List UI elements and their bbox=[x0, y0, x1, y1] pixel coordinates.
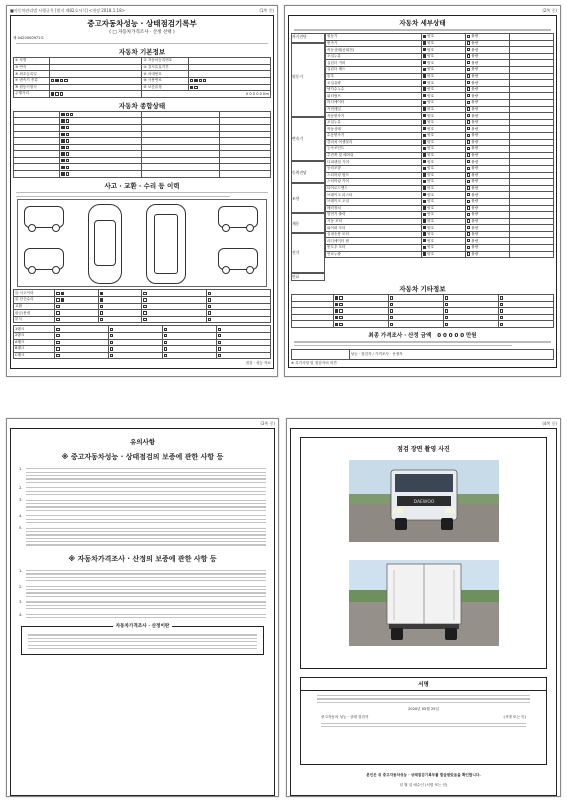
category-label: 조향 bbox=[291, 183, 325, 213]
status-ok-cell: 양호 bbox=[421, 218, 465, 225]
status-ok-cell: 양호 bbox=[421, 165, 465, 172]
remarks-cell bbox=[509, 119, 553, 126]
page-1-frame bbox=[10, 15, 274, 369]
label-gear: ⑦ 변속기 종류 bbox=[14, 77, 50, 84]
detail-item-label: 라디에이터 bbox=[326, 100, 422, 107]
remarks-cell bbox=[509, 218, 553, 225]
document-number: 제 0420000972호 bbox=[13, 36, 44, 40]
detail-item-label: 발전기 출력 bbox=[326, 212, 422, 219]
status-ok-cell: 양호 bbox=[421, 86, 465, 93]
detail-item-label: 브레이크 오일 bbox=[326, 198, 422, 205]
section-other-info: 자동차 기타정보 bbox=[399, 285, 446, 294]
label-motor: ⑨ 원동기형식 bbox=[14, 84, 50, 91]
detail-item-label: 커먼레일 bbox=[326, 106, 422, 113]
detail-row bbox=[326, 218, 554, 225]
detail-item-label: 추진축 및 베어링 bbox=[326, 152, 422, 159]
detail-row bbox=[326, 225, 554, 232]
detail-item-label: 와이퍼 모터 bbox=[326, 225, 422, 232]
detail-row bbox=[326, 212, 554, 219]
photo-section-title: 점검 장면 촬영 사진 bbox=[397, 446, 450, 453]
detail-item-label: 오일누유 bbox=[326, 119, 422, 126]
detail-row bbox=[326, 119, 554, 126]
label-first-reg: ⑤ 최초등록일 bbox=[14, 71, 50, 78]
status-bad-cell: 불량 bbox=[465, 225, 509, 232]
price-value: 0 0 0 0 0 만원 bbox=[437, 333, 477, 340]
detail-item-label: 연료누출 bbox=[326, 251, 422, 258]
detail-item-label: 워터펌프 bbox=[326, 93, 422, 100]
status-bad-cell: 불량 bbox=[465, 73, 509, 80]
status-ok-cell: 양호 bbox=[421, 100, 465, 107]
inspection-photo-box bbox=[300, 437, 547, 669]
signer-role: 중고자동차 성능 · 상태 점검자 bbox=[321, 715, 369, 720]
signature-box bbox=[300, 677, 547, 765]
status-bad-cell: 불량 bbox=[465, 60, 509, 67]
notice-body-price bbox=[19, 568, 266, 621]
detail-item-label: 클러치 어셈블리 bbox=[326, 139, 422, 146]
detail-item-label: 윈도우 모터 bbox=[326, 245, 422, 252]
detail-row bbox=[326, 34, 554, 41]
page-1-performance-record bbox=[6, 5, 278, 377]
label-mileage: 주행거리 bbox=[14, 91, 50, 98]
detail-row bbox=[326, 80, 554, 87]
item-number: 5. bbox=[19, 525, 23, 531]
signer-sign-slot: (서명 또는 인) bbox=[503, 715, 526, 720]
detail-item-label: 블록 bbox=[326, 73, 422, 80]
status-ok-cell: 양호 bbox=[421, 40, 465, 47]
page-4-frame bbox=[290, 428, 557, 796]
detail-row bbox=[326, 238, 554, 245]
signature-date: 2020년 05월 25일 bbox=[408, 706, 439, 711]
status-ok-cell: 양호 bbox=[421, 139, 465, 146]
status-ok-cell: 양호 bbox=[421, 67, 465, 74]
status-bad-cell: 불량 bbox=[465, 231, 509, 238]
detail-row bbox=[326, 132, 554, 139]
category-label: 변속기 bbox=[291, 117, 325, 161]
status-bad-cell: 불량 bbox=[465, 152, 509, 159]
rank-label: A랭크 bbox=[14, 339, 55, 346]
detail-item-label: 수동변속기 bbox=[326, 132, 422, 139]
detail-status-grid bbox=[291, 33, 554, 281]
remarks-cell bbox=[509, 205, 553, 212]
page-3-header-right: (3쪽 중) bbox=[260, 421, 275, 426]
status-ok-cell: 양호 bbox=[421, 245, 465, 252]
rank-label: 1랭크 bbox=[14, 326, 55, 333]
status-ok-cell: 양호 bbox=[421, 192, 465, 199]
status-bad-cell: 불량 bbox=[465, 86, 509, 93]
status-bad-cell: 불량 bbox=[465, 47, 509, 54]
remarks-cell bbox=[509, 245, 553, 252]
accident-row-label: 교환 bbox=[14, 303, 55, 310]
status-ok-cell: 양호 bbox=[421, 212, 465, 219]
accident-table bbox=[13, 289, 271, 323]
status-bad-cell: 불량 bbox=[465, 212, 509, 219]
mileage-unit: Km bbox=[263, 91, 269, 96]
detail-item-label: 실린더 커버 bbox=[326, 60, 422, 67]
remarks-cell bbox=[509, 53, 553, 60]
detail-row bbox=[326, 67, 554, 74]
accident-row-label: ⑫ 단순수리 bbox=[14, 297, 55, 304]
page-4-photos-signature bbox=[286, 418, 561, 797]
detail-item-label: 스티어링 기어 bbox=[326, 179, 422, 186]
status-bad-cell: 불량 bbox=[465, 205, 509, 212]
status-bad-cell: 불량 bbox=[465, 251, 509, 258]
category-label: 자기진단 bbox=[291, 33, 325, 43]
category-label: 제동 bbox=[291, 213, 325, 233]
status-ok-cell: 양호 bbox=[421, 231, 465, 238]
detail-row bbox=[326, 179, 554, 186]
detail-row bbox=[326, 113, 554, 120]
detail-row bbox=[326, 40, 554, 47]
detail-item-label: 시동 모터 bbox=[326, 218, 422, 225]
status-ok-cell: 양호 bbox=[421, 159, 465, 166]
remarks-cell bbox=[509, 139, 553, 146]
signature-table bbox=[291, 349, 554, 360]
accident-row-label: 판금/용접 bbox=[14, 310, 55, 317]
label-vin: ⑥ 차대번호 bbox=[142, 71, 188, 78]
page-2-title: 자동차 세부상태 bbox=[399, 19, 446, 27]
remarks-cell bbox=[509, 60, 553, 67]
status-bad-cell: 불량 bbox=[465, 67, 509, 74]
other-info-table bbox=[291, 294, 554, 328]
section-summary: 자동차 종합상태 bbox=[118, 101, 166, 110]
detail-row bbox=[326, 251, 554, 258]
detail-item-label: 실내송풍 모터 bbox=[326, 231, 422, 238]
detail-item-label: 스티어링 펌프 bbox=[326, 172, 422, 179]
detail-item-label: 동력조향 bbox=[326, 165, 422, 172]
status-ok-cell: 양호 bbox=[421, 225, 465, 232]
detail-row bbox=[326, 185, 554, 192]
rank-table bbox=[13, 325, 271, 359]
detail-row bbox=[326, 47, 554, 54]
item-number: 3. bbox=[19, 599, 23, 605]
remarks-cell bbox=[509, 159, 553, 166]
rank-label: B랭크 bbox=[14, 346, 55, 353]
remarks-cell bbox=[509, 113, 553, 120]
detail-row bbox=[326, 53, 554, 60]
truck-front-photo bbox=[349, 460, 499, 542]
item-number: 1. bbox=[19, 466, 23, 471]
detail-item-label: 실린더 헤드 bbox=[326, 67, 422, 74]
detail-item-label: 변속기 bbox=[326, 40, 422, 47]
page-1-title: 중고자동차성능 · 상태점검기록부 bbox=[87, 19, 197, 28]
remarks-cell bbox=[509, 73, 553, 80]
price-definition-label: 자동차가격조사 · 산정이란 bbox=[113, 623, 173, 629]
section-accident-history: 사고 · 교환 · 수리 등 이력 bbox=[104, 181, 180, 190]
items-column bbox=[325, 33, 554, 281]
detail-row bbox=[326, 159, 554, 166]
status-ok-cell: 양호 bbox=[421, 238, 465, 245]
detail-row bbox=[326, 231, 554, 238]
detail-item-label: 등속조인트 bbox=[326, 146, 422, 153]
detail-item-label: 원동기 bbox=[326, 34, 422, 41]
accident-row-label: ⑪ 사고이력 bbox=[14, 290, 55, 297]
status-ok-cell: 양호 bbox=[421, 185, 465, 192]
detail-item-label: 작동상태(공회전) bbox=[326, 47, 422, 54]
remarks-cell bbox=[509, 126, 553, 133]
remarks-cell bbox=[509, 80, 553, 87]
category-column bbox=[291, 33, 325, 281]
status-bad-cell: 불량 bbox=[465, 238, 509, 245]
status-ok-cell: 양호 bbox=[421, 80, 465, 87]
status-ok-cell: 양호 bbox=[421, 34, 465, 41]
remarks-cell bbox=[509, 238, 553, 245]
status-bad-cell: 불량 bbox=[465, 113, 509, 120]
remarks-cell bbox=[509, 100, 553, 107]
remarks-cell bbox=[509, 132, 553, 139]
status-ok-cell: 양호 bbox=[421, 73, 465, 80]
status-ok-cell: 양호 bbox=[421, 172, 465, 179]
status-ok-cell: 양호 bbox=[421, 146, 465, 153]
footer-note: ※ 특기사항 및 점검자의 의견 bbox=[291, 360, 337, 365]
status-bad-cell: 불량 bbox=[465, 245, 509, 252]
detail-row bbox=[326, 152, 554, 159]
remarks-cell bbox=[509, 225, 553, 232]
detail-item-label: 자동변속기 bbox=[326, 113, 422, 120]
status-ok-cell: 양호 bbox=[421, 113, 465, 120]
remarks-cell bbox=[509, 40, 553, 47]
status-bad-cell: 불량 bbox=[465, 172, 509, 179]
detail-row bbox=[326, 192, 554, 199]
buyer-signature-line: 년 월 일 매수인 (서명 또는 인) bbox=[399, 783, 448, 788]
status-ok-cell: 양호 bbox=[421, 60, 465, 67]
detail-item-label: 브레이크 마스터 bbox=[326, 192, 422, 199]
remarks-cell bbox=[509, 212, 553, 219]
status-bad-cell: 불량 bbox=[465, 192, 509, 199]
status-bad-cell: 불량 bbox=[465, 139, 509, 146]
label-reg-no: ② 자동차등록번호 bbox=[142, 58, 188, 65]
remarks-cell bbox=[509, 165, 553, 172]
label-car-name: ① 차명 bbox=[14, 58, 50, 65]
remarks-cell bbox=[509, 86, 553, 93]
status-bad-cell: 불량 bbox=[465, 159, 509, 166]
detail-row bbox=[326, 93, 554, 100]
remarks-cell bbox=[509, 198, 553, 205]
signer-label: 성능 · 점검자 / 가격조사 · 산정자 bbox=[349, 349, 553, 359]
remarks-cell bbox=[509, 185, 553, 192]
status-ok-cell: 양호 bbox=[421, 132, 465, 139]
category-label: 원동기 bbox=[291, 43, 325, 117]
label-warranty: ⑩ 보증유형 bbox=[142, 84, 188, 91]
status-ok-cell: 양호 bbox=[421, 53, 465, 60]
notice-body-performance bbox=[19, 466, 266, 548]
status-ok-cell: 양호 bbox=[421, 106, 465, 113]
page-2-frame bbox=[288, 15, 557, 368]
status-bad-cell: 불량 bbox=[465, 126, 509, 133]
category-label: 연료 bbox=[291, 273, 325, 281]
status-bad-cell: 불량 bbox=[465, 146, 509, 153]
truck-rear-photo bbox=[349, 560, 499, 646]
remarks-cell bbox=[509, 192, 553, 199]
page-4-header-right: (4쪽 중) bbox=[542, 421, 557, 426]
detail-row bbox=[326, 139, 554, 146]
page-3-notice bbox=[6, 418, 279, 797]
car-exterior-diagram bbox=[17, 199, 267, 287]
remarks-cell bbox=[509, 106, 553, 113]
page-1-header-left: ■자동차관리법 시행규칙 [별지 제82호서식] <개정 2018.1.18> bbox=[10, 8, 125, 13]
price-section-title: 최종 가격조사 · 산정 금액 bbox=[368, 333, 432, 340]
detail-item-label: 타이로드엔드 bbox=[326, 185, 422, 192]
detail-item-label: 냉각수누수 bbox=[326, 86, 422, 93]
detail-item-label: 오일누유 bbox=[326, 53, 422, 60]
status-bad-cell: 불량 bbox=[465, 119, 509, 126]
item-number: 4. bbox=[19, 513, 23, 519]
detail-row bbox=[326, 146, 554, 153]
status-ok-cell: 양호 bbox=[421, 152, 465, 159]
section-basic-info: 자동차 기본정보 bbox=[118, 48, 166, 57]
detail-row bbox=[326, 86, 554, 93]
status-bad-cell: 불량 bbox=[465, 106, 509, 113]
page-1-subtitle: ( □ 자동차가격조사 · 산정 선택 ) bbox=[109, 30, 175, 35]
remarks-cell bbox=[509, 231, 553, 238]
remarks-cell bbox=[509, 47, 553, 54]
status-bad-cell: 불량 bbox=[465, 198, 509, 205]
detail-item-label: 디퍼렌셜 기어 bbox=[326, 159, 422, 166]
status-bad-cell: 불량 bbox=[465, 100, 509, 107]
status-ok-cell: 양호 bbox=[421, 179, 465, 186]
status-bad-cell: 불량 bbox=[465, 132, 509, 139]
item-number: 2. bbox=[19, 583, 23, 589]
status-bad-cell: 불량 bbox=[465, 179, 509, 186]
category-label: 동력전달 bbox=[291, 161, 325, 183]
item-number: 2. bbox=[19, 485, 23, 491]
page-2-header-right: (2쪽 중) bbox=[542, 8, 557, 13]
category-label: 전기 bbox=[291, 233, 325, 273]
label-inspection: ④ 검사유효기간 bbox=[142, 64, 188, 71]
detail-item-label: 작동상태 bbox=[326, 126, 422, 133]
status-bad-cell: 불량 bbox=[465, 93, 509, 100]
notice-title: 유의사항 bbox=[129, 438, 156, 446]
detail-item-label: 배력장치 bbox=[326, 205, 422, 212]
detail-item-label: 라디에이터 팬 bbox=[326, 238, 422, 245]
status-ok-cell: 양호 bbox=[421, 93, 465, 100]
page-2-detail-status bbox=[284, 5, 561, 377]
detail-row bbox=[326, 73, 554, 80]
price-definition-box bbox=[21, 626, 264, 655]
page-3-frame bbox=[10, 428, 275, 796]
label-year: ③ 연식 bbox=[14, 64, 50, 71]
detail-row bbox=[326, 165, 554, 172]
notice-heading-performance: ※ 중고자동차성능 · 상태점검의 보증에 관한 사항 등 bbox=[61, 453, 224, 461]
rank-label: 2랭크 bbox=[14, 333, 55, 340]
status-ok-cell: 양호 bbox=[421, 126, 465, 133]
status-bad-cell: 불량 bbox=[465, 165, 509, 172]
notice-heading-price: ※ 자동차가격조사 · 산정의 보증에 관한 사항 등 bbox=[68, 554, 217, 563]
summary-table bbox=[13, 111, 271, 178]
signature-title: 서명 bbox=[301, 678, 546, 691]
remarks-cell bbox=[509, 179, 553, 186]
status-ok-cell: 양호 bbox=[421, 198, 465, 205]
page-1-header-right: (1쪽 중) bbox=[259, 8, 274, 13]
status-bad-cell: 불량 bbox=[465, 218, 509, 225]
confirmation-statement: 본인은 위 중고자동차성능 · 상태점검기록부를 발급받았음을 확인합니다. bbox=[366, 773, 481, 777]
detail-item-label: 오일유량 bbox=[326, 80, 422, 87]
status-ok-cell: 양호 bbox=[421, 251, 465, 258]
detail-row bbox=[326, 100, 554, 107]
status-ok-cell: 양호 bbox=[421, 119, 465, 126]
status-ok-cell: 양호 bbox=[421, 205, 465, 212]
remarks-cell bbox=[509, 251, 553, 258]
remarks-cell bbox=[509, 93, 553, 100]
status-bad-cell: 불량 bbox=[465, 53, 509, 60]
remarks-cell bbox=[509, 67, 553, 74]
detail-items-table bbox=[325, 33, 554, 258]
remarks-cell bbox=[509, 146, 553, 153]
truck-brand-text: DAEWOO bbox=[413, 500, 434, 505]
item-number: 3. bbox=[19, 497, 23, 503]
rank-label: C랭크 bbox=[14, 352, 55, 359]
detail-row bbox=[326, 245, 554, 252]
mileage-value: 0 0 0 0 0 bbox=[245, 91, 262, 96]
detail-row bbox=[326, 60, 554, 67]
status-bad-cell: 불량 bbox=[465, 34, 509, 41]
status-bad-cell: 불량 bbox=[465, 80, 509, 87]
status-bad-cell: 불량 bbox=[465, 185, 509, 192]
bottom-label: 점검 · 성능 자료 bbox=[245, 361, 271, 366]
detail-row bbox=[326, 126, 554, 133]
status-bad-cell: 불량 bbox=[465, 40, 509, 47]
remarks-cell bbox=[509, 172, 553, 179]
detail-row bbox=[326, 205, 554, 212]
detail-row bbox=[326, 198, 554, 205]
basic-info-table bbox=[13, 57, 271, 98]
detail-row bbox=[326, 172, 554, 179]
item-number: 4. bbox=[19, 611, 23, 617]
label-fuel: ⑧ 사용연료 bbox=[142, 77, 188, 84]
remarks-cell bbox=[509, 152, 553, 159]
accident-row-label: 부식 bbox=[14, 316, 55, 323]
item-number: 1. bbox=[19, 567, 23, 573]
remarks-cell bbox=[509, 34, 553, 41]
status-ok-cell: 양호 bbox=[421, 47, 465, 54]
detail-row bbox=[326, 106, 554, 113]
